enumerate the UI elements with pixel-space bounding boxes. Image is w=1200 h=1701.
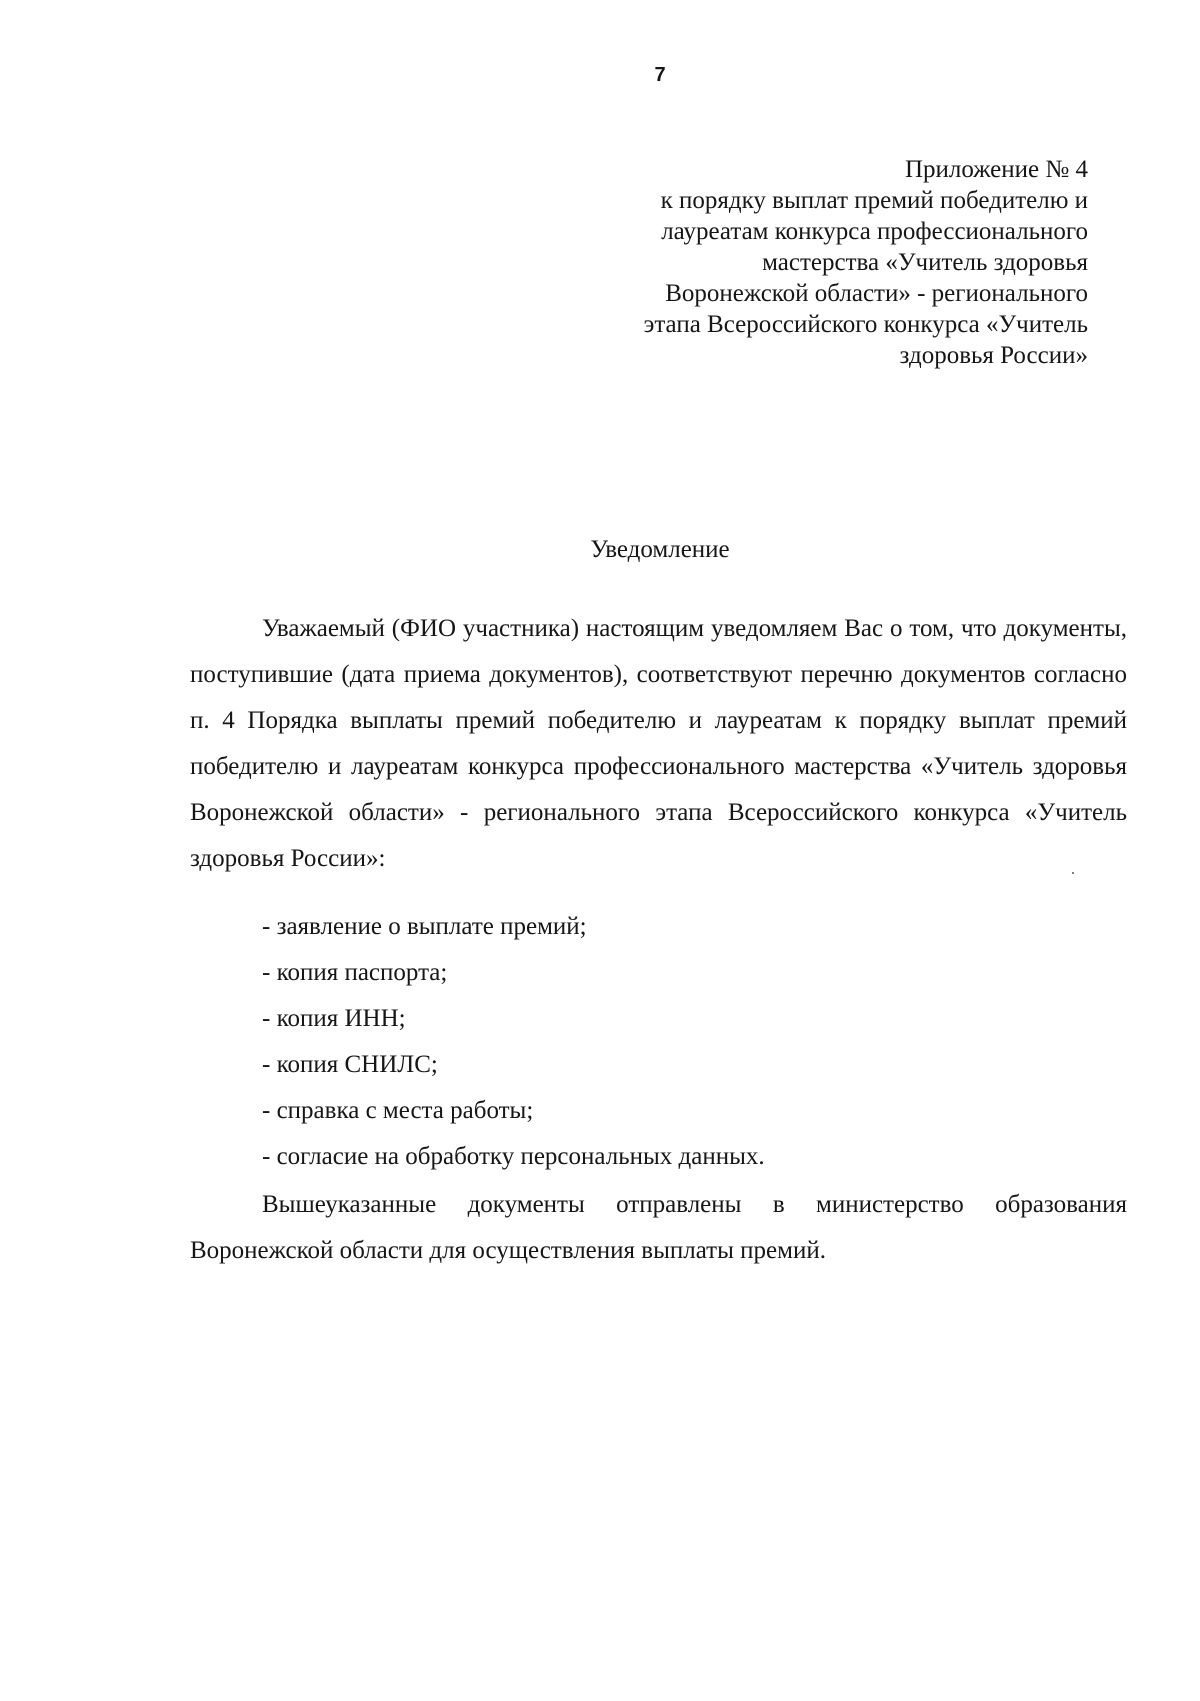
appendix-line: мастерства «Учитель здоровья	[762, 249, 1088, 276]
notice-closing-paragraph: Вышеуказанные документы отправлены в министерство образования Воронежской области для осуществления выплаты премий.	[190, 1191, 1127, 1264]
appendix-line: Приложение № 4	[904, 156, 1088, 183]
appendix-line: здоровья России»	[899, 342, 1088, 369]
list-item: - копия паспорта;	[262, 959, 448, 986]
list-item: - заявление о выплате премий;	[262, 913, 587, 940]
scan-speck	[1072, 872, 1074, 874]
list-item: - копия СНИЛС;	[262, 1051, 438, 1078]
appendix-header	[644, 154, 1088, 371]
list-item: - справка с места работы;	[262, 1097, 534, 1124]
notice-title: Уведомление	[590, 536, 730, 563]
list-item: - согласие на обработку персональных данных.	[262, 1143, 765, 1170]
page-number: 7	[654, 64, 666, 86]
appendix-line: лауреатам конкурса профессионального	[661, 218, 1088, 245]
appendix-line: Воронежской области» - регионального	[665, 280, 1088, 307]
appendix-line: этапа Всероссийского конкурса «Учитель	[643, 311, 1088, 338]
appendix-line: к порядку выплат премий победителю и	[660, 187, 1088, 214]
documents-list	[262, 904, 765, 1180]
list-item: - копия ИНН;	[262, 1005, 406, 1032]
notice-body-paragraph: Уважаемый (ФИО участника) настоящим уведомляем Вас о том, что документы, поступившие (дата приема документов), соответствуют перечню документов согласно п. 4 Порядка выплаты премий победителю и лауреатам к порядку выплат премий победителю и лауреатам конкурса профессионального мастерства «Учитель здоровья Воронежской области» - регионального этапа Всероссийского конкурса «Учитель здоровья России»:	[190, 615, 1127, 872]
